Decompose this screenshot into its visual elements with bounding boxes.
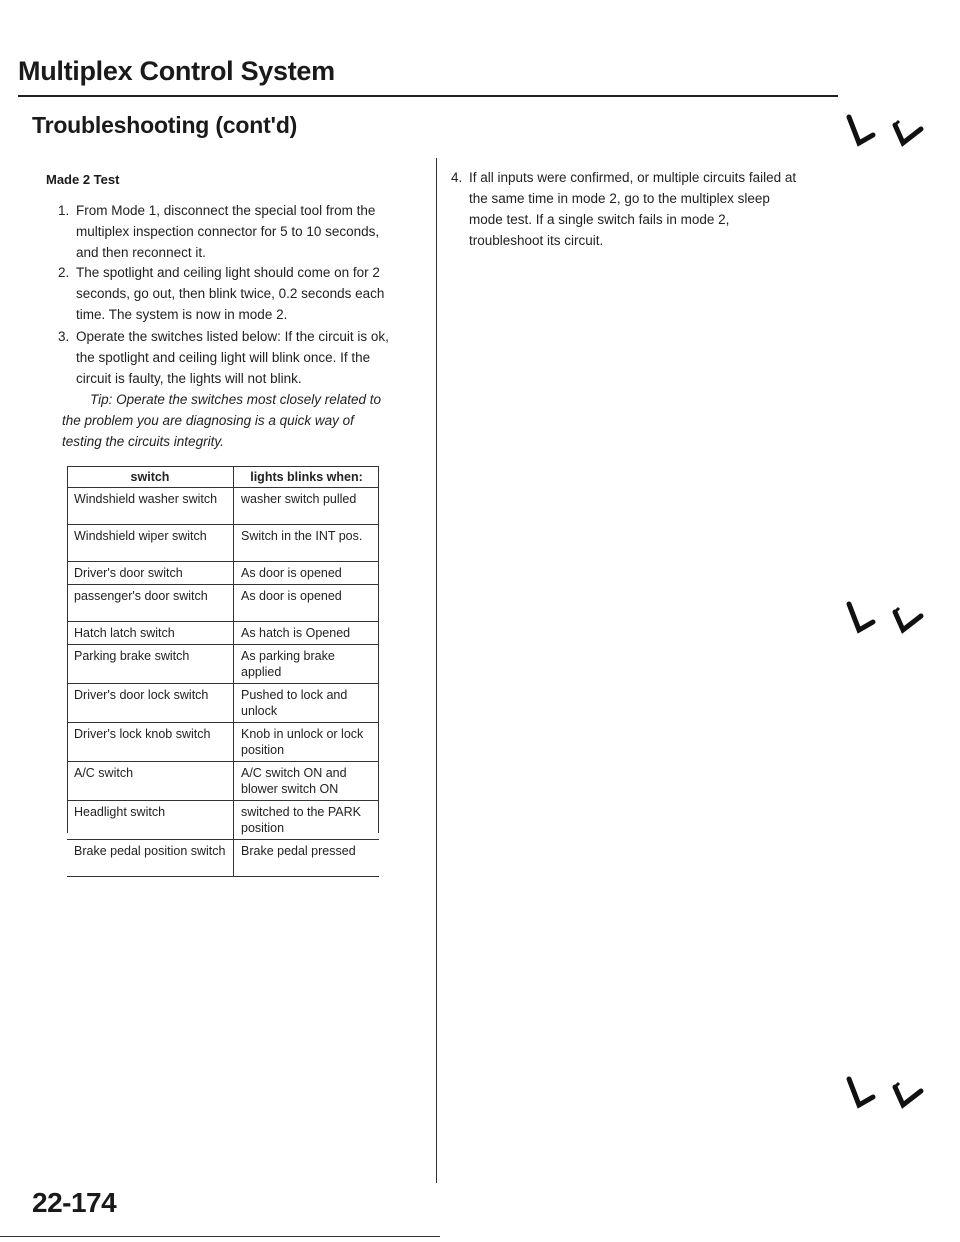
- column-header-condition: lights blinks when:: [234, 467, 380, 488]
- footer-rule: [0, 1236, 440, 1237]
- test-heading: Made 2 Test: [46, 172, 120, 187]
- tip-text: Tip: Operate the switches most closely related to the problem you are diagnosing is a quick way of testing the circuits integrity.: [62, 392, 382, 449]
- binding-mark-icon: [843, 1075, 953, 1115]
- switch-cell: Windshield washer switch: [67, 488, 234, 525]
- switch-cell: Parking brake switch: [67, 645, 234, 684]
- step-number: 4.: [451, 170, 463, 185]
- table-header-row: [67, 467, 379, 488]
- column-divider: [436, 158, 437, 1183]
- switch-cell: Headlight switch: [67, 801, 234, 840]
- title-rule: [18, 95, 838, 97]
- step-number: 3.: [58, 329, 70, 344]
- page-number: 22-174: [32, 1187, 117, 1218]
- page-title: Multiplex Control System: [18, 56, 335, 86]
- step-number: 2.: [58, 265, 70, 280]
- step-text: If all inputs were confirmed, or multiple circuits failed at the same time in mode 2, go to the multiplex sleep mode test. If a single switch fails in mode 2, troubleshoot its circuit.: [469, 170, 797, 248]
- table-frame-left: [67, 466, 68, 833]
- condition-cell: As door is opened: [234, 562, 380, 585]
- condition-cell: As door is opened: [234, 585, 380, 622]
- section-subtitle: Troubleshooting (cont'd): [32, 112, 298, 138]
- step-number: 1.: [58, 203, 70, 218]
- switch-cell: Driver's door switch: [67, 562, 234, 585]
- step-4: [451, 167, 799, 251]
- condition-cell: Knob in unlock or lock position: [234, 723, 380, 762]
- table-row: [67, 645, 379, 684]
- step-1: [58, 200, 391, 263]
- column-header-switch: switch: [67, 467, 234, 488]
- condition-cell: As hatch is Opened: [234, 622, 380, 645]
- table-row: [67, 840, 379, 877]
- condition-cell: As parking brake applied: [234, 645, 380, 684]
- switch-table: [67, 466, 379, 877]
- table-row: [67, 525, 379, 562]
- switch-cell: Driver's door lock switch: [67, 684, 234, 723]
- step-text: From Mode 1, disconnect the special tool from the multiplex inspection connector for 5 to 10 seconds, and then reconnect it.: [76, 203, 380, 260]
- condition-cell: A/C switch ON and blower switch ON: [234, 762, 380, 801]
- condition-cell: Brake pedal pressed: [234, 840, 380, 877]
- switch-cell: Driver's lock knob switch: [67, 723, 234, 762]
- table-row: [67, 723, 379, 762]
- binding-mark-icon: [843, 600, 953, 640]
- condition-cell: Pushed to lock and unlock: [234, 684, 380, 723]
- step-text: Operate the switches listed below: If the circuit is ok, the spotlight and ceiling light will blink once. If the circuit is faulty, the lights will not blink.: [76, 329, 389, 386]
- table-row: [67, 801, 379, 840]
- switch-cell: Windshield wiper switch: [67, 525, 234, 562]
- switch-cell: passenger's door switch: [67, 585, 234, 622]
- step-3: [58, 326, 391, 389]
- table-row: [67, 488, 379, 525]
- switch-cell: A/C switch: [67, 762, 234, 801]
- binding-mark-icon: [843, 113, 953, 153]
- table-row: [67, 562, 379, 585]
- step-text: The spotlight and ceiling light should come on for 2 seconds, go out, then blink twice, 0.2 seconds each time. The system is now in mode 2.: [76, 265, 385, 322]
- condition-cell: washer switch pulled: [234, 488, 380, 525]
- condition-cell: switched to the PARK position: [234, 801, 380, 840]
- step-2: [58, 262, 391, 325]
- tip-note: [62, 389, 392, 452]
- table-row: [67, 585, 379, 622]
- table-row: [67, 622, 379, 645]
- switch-cell: Brake pedal position switch: [67, 840, 234, 877]
- table-frame-right: [378, 466, 379, 833]
- table-row: [67, 684, 379, 723]
- switch-cell: Hatch latch switch: [67, 622, 234, 645]
- condition-cell: Switch in the INT pos.: [234, 525, 380, 562]
- table-row: [67, 762, 379, 801]
